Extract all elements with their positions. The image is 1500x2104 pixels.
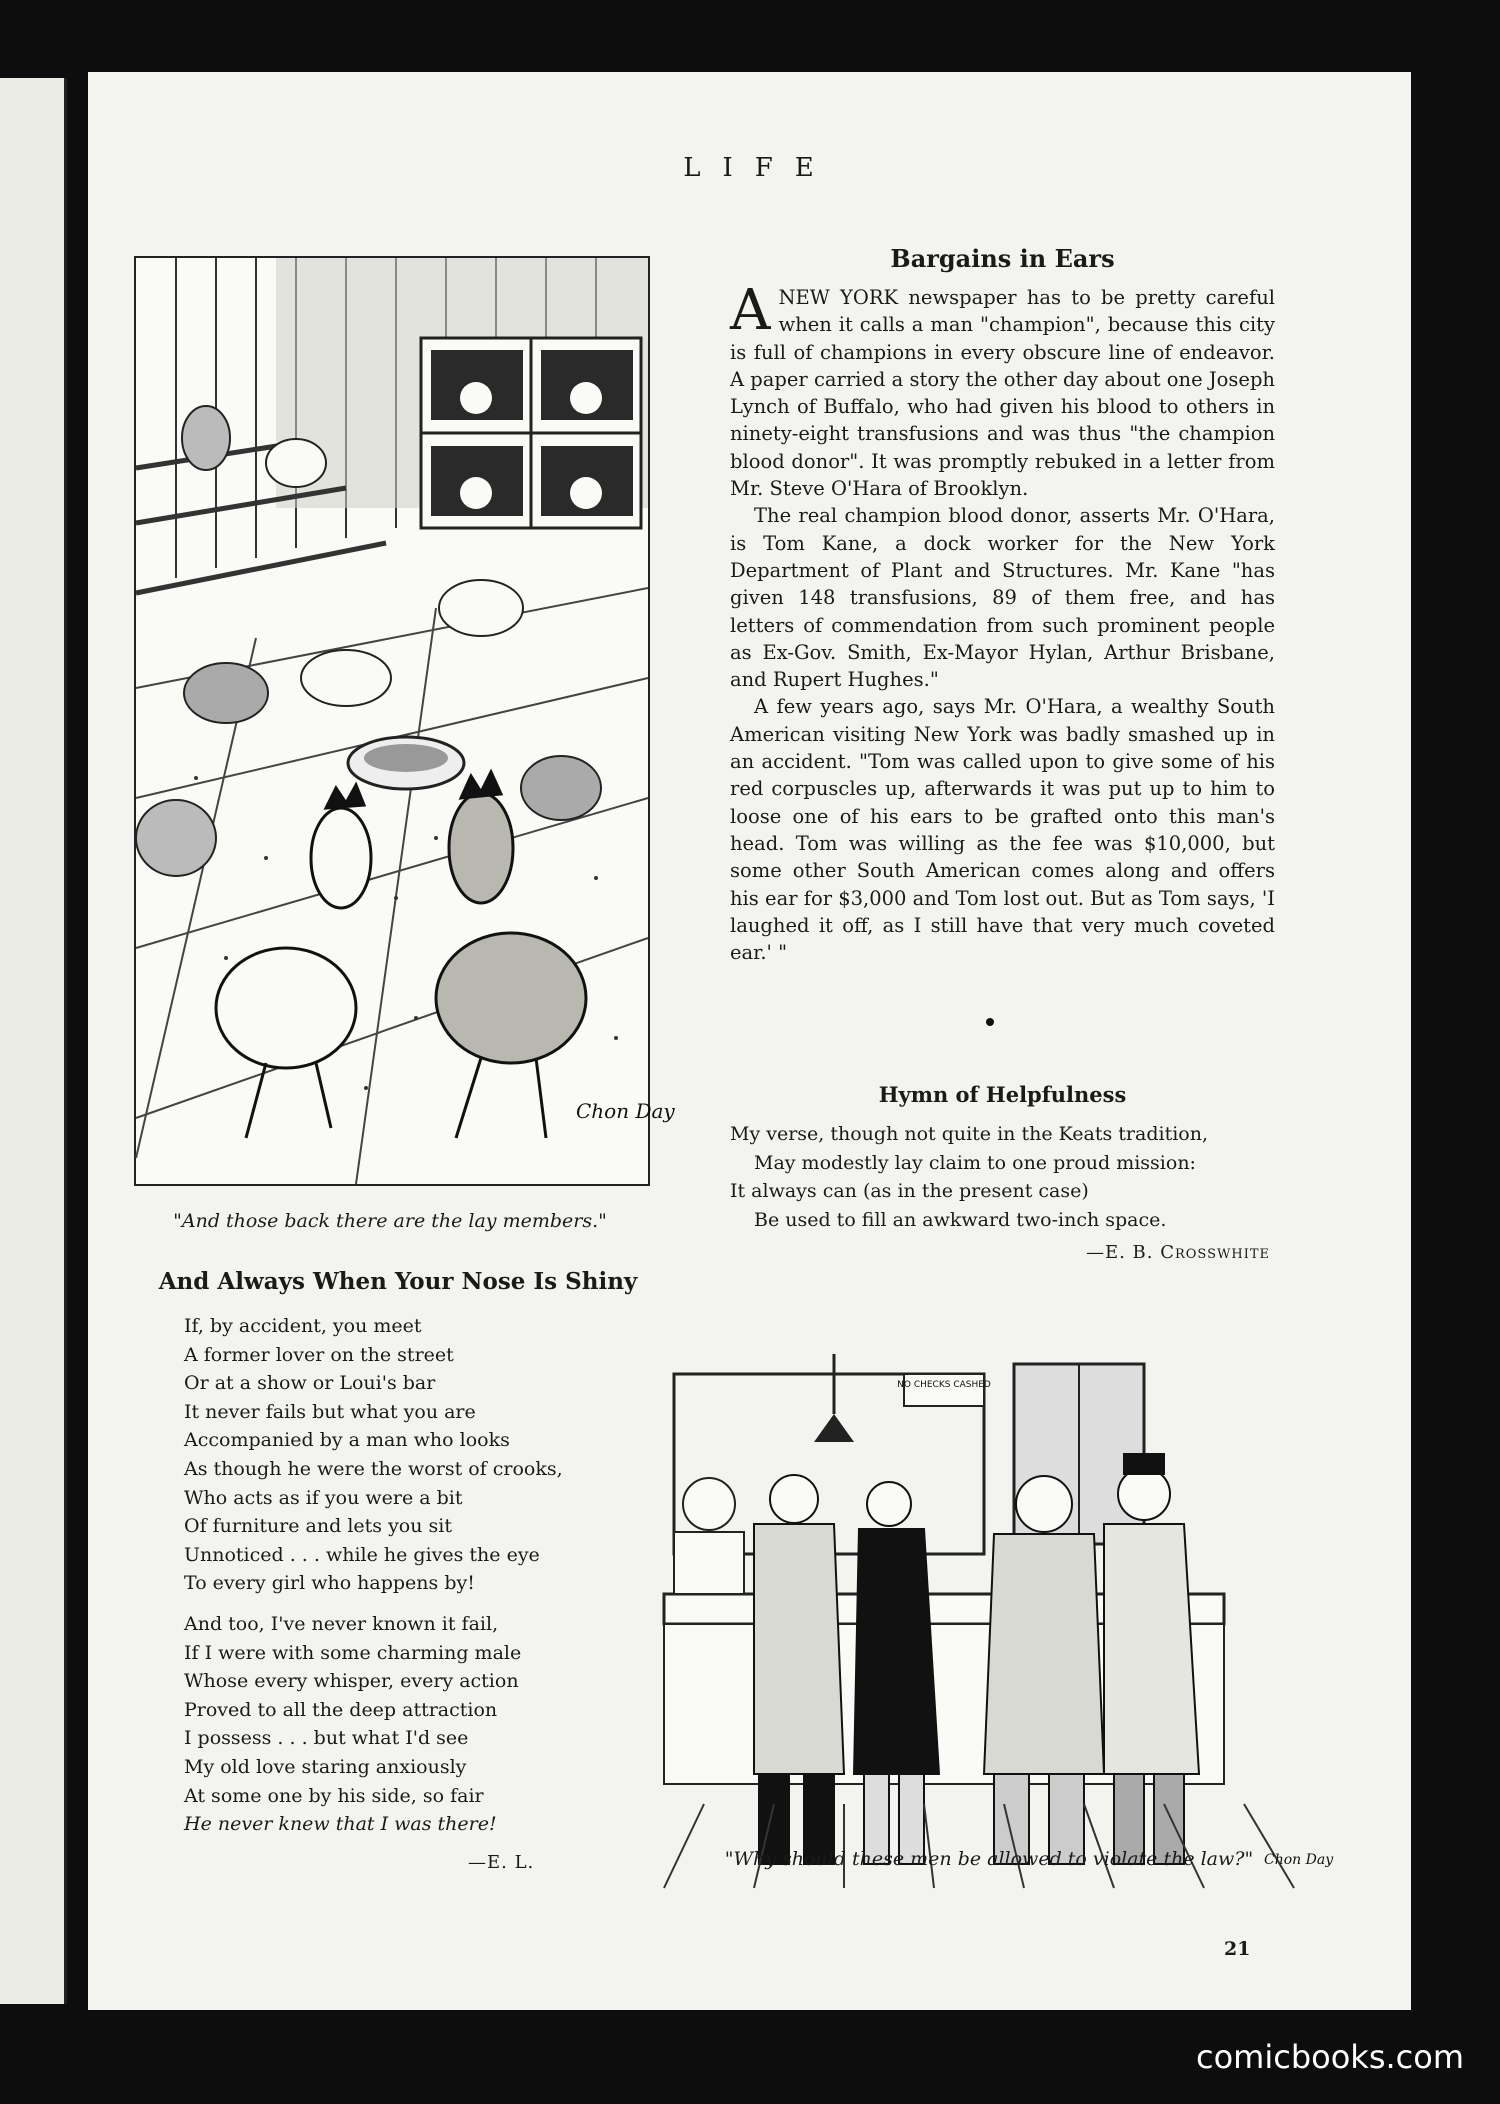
poem-title: And Always When Your Nose Is Shiny [158, 1268, 638, 1295]
poem-line: And too, I've never known it fail, [184, 1612, 499, 1635]
chicken-cartoon-caption: "And those back there are the lay members." [173, 1210, 607, 1232]
poem-attribution: —E. L. [468, 1852, 535, 1873]
poem-line: A former lover on the street [184, 1343, 454, 1366]
bar-cartoon-caption: "Why should these men be allowed to violate the law?" [724, 1848, 1254, 1870]
masthead: LIFE [683, 153, 836, 183]
magazine-page [88, 72, 1411, 2010]
article-title: Bargains in Ears [890, 244, 1115, 273]
previous-page-edge [0, 78, 67, 2004]
poem-line: Accompanied by a man who looks [184, 1429, 510, 1452]
hymn-line: May modestly lay claim to one proud mission: [754, 1151, 1196, 1174]
article-paragraph-2: The real champion blood donor, asserts Mr. O'Hara, is Tom Kane, a dock worker for the New York Department of Plant and Structures. Mr. Kane "has given 148 transfusions, 89 of them free, and has letters of commendation from such prominent people as Ex-Gov. Smith, Ex-Mayor Hylan, Arthur Brisbane, and Rupert Hughes." [730, 504, 1275, 692]
bar-illustration [664, 1354, 1334, 1888]
article-paragraph-3: A few years ago, says Mr. O'Hara, a wealthy South American visiting New York was badly smashed up in an accident. "Tom was called upon to give some of his red corpuscles up, afterwards it was put up to him to loose one of his ears to be grafted onto this man's head. Tom was willing as the fee was $10,000, but some other South American comes along and offers his ear for $3,000 and Tom lost out. But as Tom says, 'I laughed it off, as I still have that very much coveted ear.' " [730, 695, 1275, 965]
stanza-break [184, 1598, 624, 1610]
poem-line: Who acts as if you were a bit [184, 1486, 463, 1509]
poem-line: Unnoticed . . . while he gives the eye [184, 1543, 540, 1566]
poem-line: Whose every whisper, every action [184, 1670, 519, 1693]
poem-line: To every girl who happens by! [184, 1572, 475, 1595]
poem-line: I possess . . . but what I'd see [184, 1727, 469, 1750]
hymn-line: My verse, though not quite in the Keats tradition, [730, 1123, 1208, 1145]
bar-cartoon-signature: Chon Day [1264, 1852, 1334, 1868]
poem-last-line: He never knew that I was there! [184, 1813, 497, 1836]
article-body [730, 278, 1275, 966]
poem-line: If I were with some charming male [184, 1641, 522, 1664]
poem-line: My old love staring anxiously [184, 1755, 467, 1778]
hymn-attribution: —E. B. Crosswhite [1085, 1242, 1270, 1263]
hymn-verse [730, 1120, 1275, 1234]
section-divider-dot [986, 1018, 994, 1026]
poem-line: At some one by his side, so fair [184, 1784, 484, 1807]
drop-cap: A [730, 278, 771, 343]
poem-line: Of furniture and lets you sit [184, 1515, 452, 1538]
site-watermark: comicbooks.com [1195, 2038, 1464, 2076]
bar-cartoon [664, 1354, 1334, 1888]
no-checks-sign: NO CHECKS CASHED [897, 1380, 991, 1390]
chicken-coop-cartoon [134, 256, 675, 1186]
chicken-coop-illustration [136, 258, 675, 1184]
cartoon-signature: Chon Day [576, 1099, 675, 1123]
article-paragraph-1: ANEW YORK newspaper has to be pretty careful when it calls a man "champion", because this city is full of champions in every obscure line of endeavor. A paper carried a story the other day about one Joseph Lynch of Buffalo, who had given his blood to others in ninety-eight transfusions and was thus "the champion blood donor". It was promptly rebuked in a letter from Mr. Steve O'Hara of Brooklyn. [730, 278, 1275, 501]
hymn-line: Be used to fill an awkward two-inch space. [754, 1208, 1167, 1231]
page-number: 21 [1224, 1938, 1251, 1960]
poem-line: As though he were the worst of crooks, [184, 1457, 563, 1480]
hymn-line: It always can (as in the present case) [730, 1180, 1089, 1203]
poem-line: Or at a show or Loui's bar [184, 1372, 436, 1395]
hymn-title: Hymn of Helpfulness [878, 1082, 1127, 1107]
poem-line: Proved to all the deep attraction [184, 1698, 498, 1721]
poem-verse [184, 1312, 624, 1839]
poem-line: It never fails but what you are [184, 1400, 476, 1423]
poem-line: If, by accident, you meet [184, 1315, 422, 1337]
